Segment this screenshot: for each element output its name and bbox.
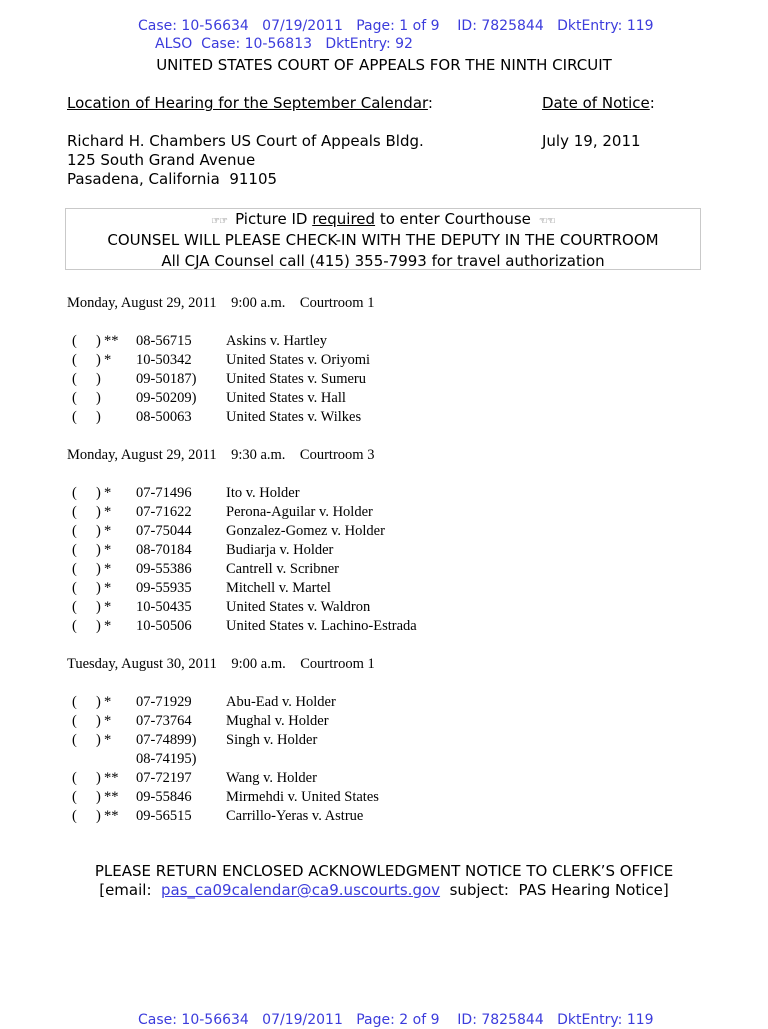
checkbox-open-paren[interactable]: ( (72, 409, 77, 425)
checkbox-close-paren[interactable]: ) (96, 618, 101, 634)
case-flag: * (104, 694, 112, 710)
case-number: 10-50506 (136, 618, 192, 634)
case-flag: * (104, 352, 112, 368)
checkbox-close-paren[interactable]: ) (96, 770, 101, 786)
checkbox-close-paren[interactable]: ) (96, 504, 101, 520)
case-title: Wang v. Holder (226, 770, 317, 786)
case-flag: * (104, 504, 112, 520)
case-row (0, 769, 768, 788)
checkbox-open-paren[interactable]: ( (72, 694, 77, 710)
checkbox-open-paren[interactable]: ( (72, 808, 77, 824)
case-title: Mirmehdi v. United States (226, 789, 379, 805)
email-subject: subject: PAS Hearing Notice] (440, 881, 669, 899)
date-label: Date of Notice (542, 94, 650, 112)
checkbox-close-paren[interactable]: ) (96, 390, 101, 406)
checkbox-open-paren[interactable]: ( (72, 485, 77, 501)
case-title: Gonzalez-Gomez v. Holder (226, 523, 385, 539)
case-row (0, 351, 768, 370)
checkbox-open-paren[interactable]: ( (72, 713, 77, 729)
case-title: United States v. Hall (226, 390, 346, 406)
case-number: 08-50063 (136, 409, 192, 425)
checkbox-close-paren[interactable]: ) (96, 561, 101, 577)
checkbox-close-paren[interactable]: ) (96, 371, 101, 387)
checkin-line: COUNSEL WILL PLEASE CHECK-IN WITH THE DEPUTY IN THE COURTROOM (107, 231, 659, 249)
case-number: 07-71496 (136, 485, 192, 501)
checkbox-open-paren[interactable]: ( (72, 770, 77, 786)
cja-line: All CJA Counsel call (415) 355-7993 for travel authorization (161, 252, 605, 270)
case-title: Ito v. Holder (226, 485, 300, 501)
date-colon: : (649, 94, 655, 112)
case-flag: * (104, 523, 112, 539)
picture-id-pre: Picture ID (235, 210, 313, 228)
case-flag: ** (104, 770, 119, 786)
case-row (0, 484, 768, 503)
street-address: 125 South Grand Avenue (67, 151, 256, 169)
checkbox-open-paren[interactable]: ( (72, 523, 77, 539)
case-title: Perona-Aguilar v. Holder (226, 504, 373, 520)
checkbox-close-paren[interactable]: ) (96, 580, 101, 596)
date-heading (542, 94, 655, 113)
case-row (0, 712, 768, 731)
checkbox-open-paren[interactable]: ( (72, 390, 77, 406)
checkbox-open-paren[interactable]: ( (72, 599, 77, 615)
checkbox-close-paren[interactable]: ) (96, 542, 101, 558)
checkbox-close-paren[interactable]: ) (96, 352, 101, 368)
picture-id-line (66, 209, 700, 230)
session-heading: Monday, August 29, 2011 9:30 a.m. Courtroom 3 (67, 447, 375, 463)
checkbox-open-paren[interactable]: ( (72, 732, 77, 748)
case-number: 09-55846 (136, 789, 192, 805)
case-title: Budiarja v. Holder (226, 542, 334, 558)
checkbox-close-paren[interactable]: ) (96, 732, 101, 748)
checkbox-close-paren[interactable]: ) (96, 789, 101, 805)
picture-id-post: to enter Courthouse (375, 210, 531, 228)
session-heading: Tuesday, August 30, 2011 9:00 a.m. Courtroom 1 (67, 656, 375, 672)
case-flag: * (104, 713, 112, 729)
court-name: UNITED STATES COURT OF APPEALS FOR THE NINTH CIRCUIT (156, 56, 612, 74)
case-number: 09-55386 (136, 561, 192, 577)
case-number: 09-56515 (136, 808, 192, 824)
case-row (0, 389, 768, 408)
case-number: 08-70184 (136, 542, 192, 558)
case-row (0, 503, 768, 522)
location-label: Location of Hearing for the September Calendar (67, 94, 428, 112)
checkbox-close-paren[interactable]: ) (96, 409, 101, 425)
picture-id-required: required (312, 210, 376, 228)
courthouse-notice-box (65, 208, 701, 270)
checkbox-open-paren[interactable]: ( (72, 618, 77, 634)
location-colon: : (427, 94, 433, 112)
checkbox-open-paren[interactable]: ( (72, 542, 77, 558)
checkbox-open-paren[interactable]: ( (72, 352, 77, 368)
case-flag: * (104, 561, 112, 577)
checkbox-close-paren[interactable]: ) (96, 523, 101, 539)
case-row (0, 617, 768, 636)
checkbox-open-paren[interactable]: ( (72, 789, 77, 805)
case-flag: * (104, 732, 112, 748)
session-heading: Monday, August 29, 2011 9:00 a.m. Courtroom 1 (67, 295, 375, 311)
case-number: 09-55935 (136, 580, 192, 596)
case-flag: * (104, 618, 112, 634)
building-name: Richard H. Chambers US Court of Appeals Bldg. (67, 132, 424, 150)
case-number: 07-71622 (136, 504, 192, 520)
case-title: United States v. Lachino-Estrada (226, 618, 417, 634)
case-title: Cantrell v. Scribner (226, 561, 340, 577)
case-flag: ** (104, 808, 119, 824)
case-title: Mughal v. Holder (226, 713, 329, 729)
case-number: 10-50342 (136, 352, 192, 368)
case-row (0, 579, 768, 598)
case-title: Abu-Ead v. Holder (226, 694, 336, 710)
case-title: Askins v. Hartley (226, 333, 327, 349)
case-number-secondary: 08-74195) (136, 751, 197, 767)
case-row (0, 807, 768, 826)
return-email-line (0, 881, 768, 900)
case-number: 07-74899) (136, 732, 197, 748)
checkbox-close-paren[interactable]: ) (96, 333, 101, 349)
checkbox-close-paren[interactable]: ) (96, 808, 101, 824)
checkbox-open-paren[interactable]: ( (72, 504, 77, 520)
case-title: United States v. Wilkes (226, 409, 362, 425)
case-row (0, 788, 768, 807)
case-row (0, 560, 768, 579)
case-row (0, 522, 768, 541)
case-number: 09-50187) (136, 371, 197, 387)
city-address: Pasadena, California 91105 (67, 170, 278, 188)
next-page-header: Case: 10-56634 07/19/2011 Page: 2 of 9 ID: 7825844 DktEntry: 119 (138, 1012, 654, 1028)
case-title: Mitchell v. Martel (226, 580, 331, 596)
case-number: 10-50435 (136, 599, 192, 615)
case-header-line: Case: 10-56634 07/19/2011 Page: 1 of 9 ID: 7825844 DktEntry: 119 (138, 18, 654, 34)
case-row (0, 541, 768, 560)
pointing-hand-left-icon: ☜☜ (538, 216, 555, 227)
case-row (0, 332, 768, 351)
checkbox-open-paren[interactable]: ( (72, 371, 77, 387)
email-prefix: [email: (99, 881, 162, 899)
case-row (0, 693, 768, 712)
case-flag: * (104, 485, 112, 501)
case-row (0, 408, 768, 427)
also-case-line: ALSO Case: 10-56813 DktEntry: 92 (155, 36, 413, 52)
checkbox-open-paren[interactable]: ( (72, 561, 77, 577)
case-flag: ** (104, 333, 119, 349)
case-flag: ** (104, 789, 119, 805)
pointing-hand-right-icon: ☞☞ (211, 216, 228, 227)
checkbox-open-paren[interactable]: ( (72, 580, 77, 596)
case-number: 08-56715 (136, 333, 192, 349)
checkbox-close-paren[interactable]: ) (96, 694, 101, 710)
case-row (0, 598, 768, 617)
checkbox-open-paren[interactable]: ( (72, 333, 77, 349)
case-row-continuation (0, 750, 768, 769)
case-row (0, 731, 768, 750)
case-title: United States v. Oriyomi (226, 352, 371, 368)
case-number: 07-73764 (136, 713, 192, 729)
notice-date-value: July 19, 2011 (542, 132, 641, 150)
checkbox-close-paren[interactable]: ) (96, 713, 101, 729)
case-row (0, 370, 768, 389)
checkbox-close-paren[interactable]: ) (96, 485, 101, 501)
case-flag: * (104, 599, 112, 615)
case-flag: * (104, 542, 112, 558)
case-number: 07-71929 (136, 694, 192, 710)
case-title: United States v. Waldron (226, 599, 371, 615)
case-number: 07-72197 (136, 770, 192, 786)
case-number: 09-50209) (136, 390, 197, 406)
case-number: 07-75044 (136, 523, 192, 539)
return-notice: PLEASE RETURN ENCLOSED ACKNOWLEDGMENT NOTICE TO CLERK’S OFFICE (94, 862, 674, 880)
case-title: United States v. Sumeru (226, 371, 367, 387)
case-title: Carrillo-Yeras v. Astrue (226, 808, 364, 824)
case-flag: * (104, 580, 112, 596)
location-heading (67, 94, 433, 113)
checkbox-close-paren[interactable]: ) (96, 599, 101, 615)
case-title: Singh v. Holder (226, 732, 318, 748)
calendar-email-link[interactable]: pas_ca09calendar@ca9.uscourts.gov (161, 881, 441, 899)
